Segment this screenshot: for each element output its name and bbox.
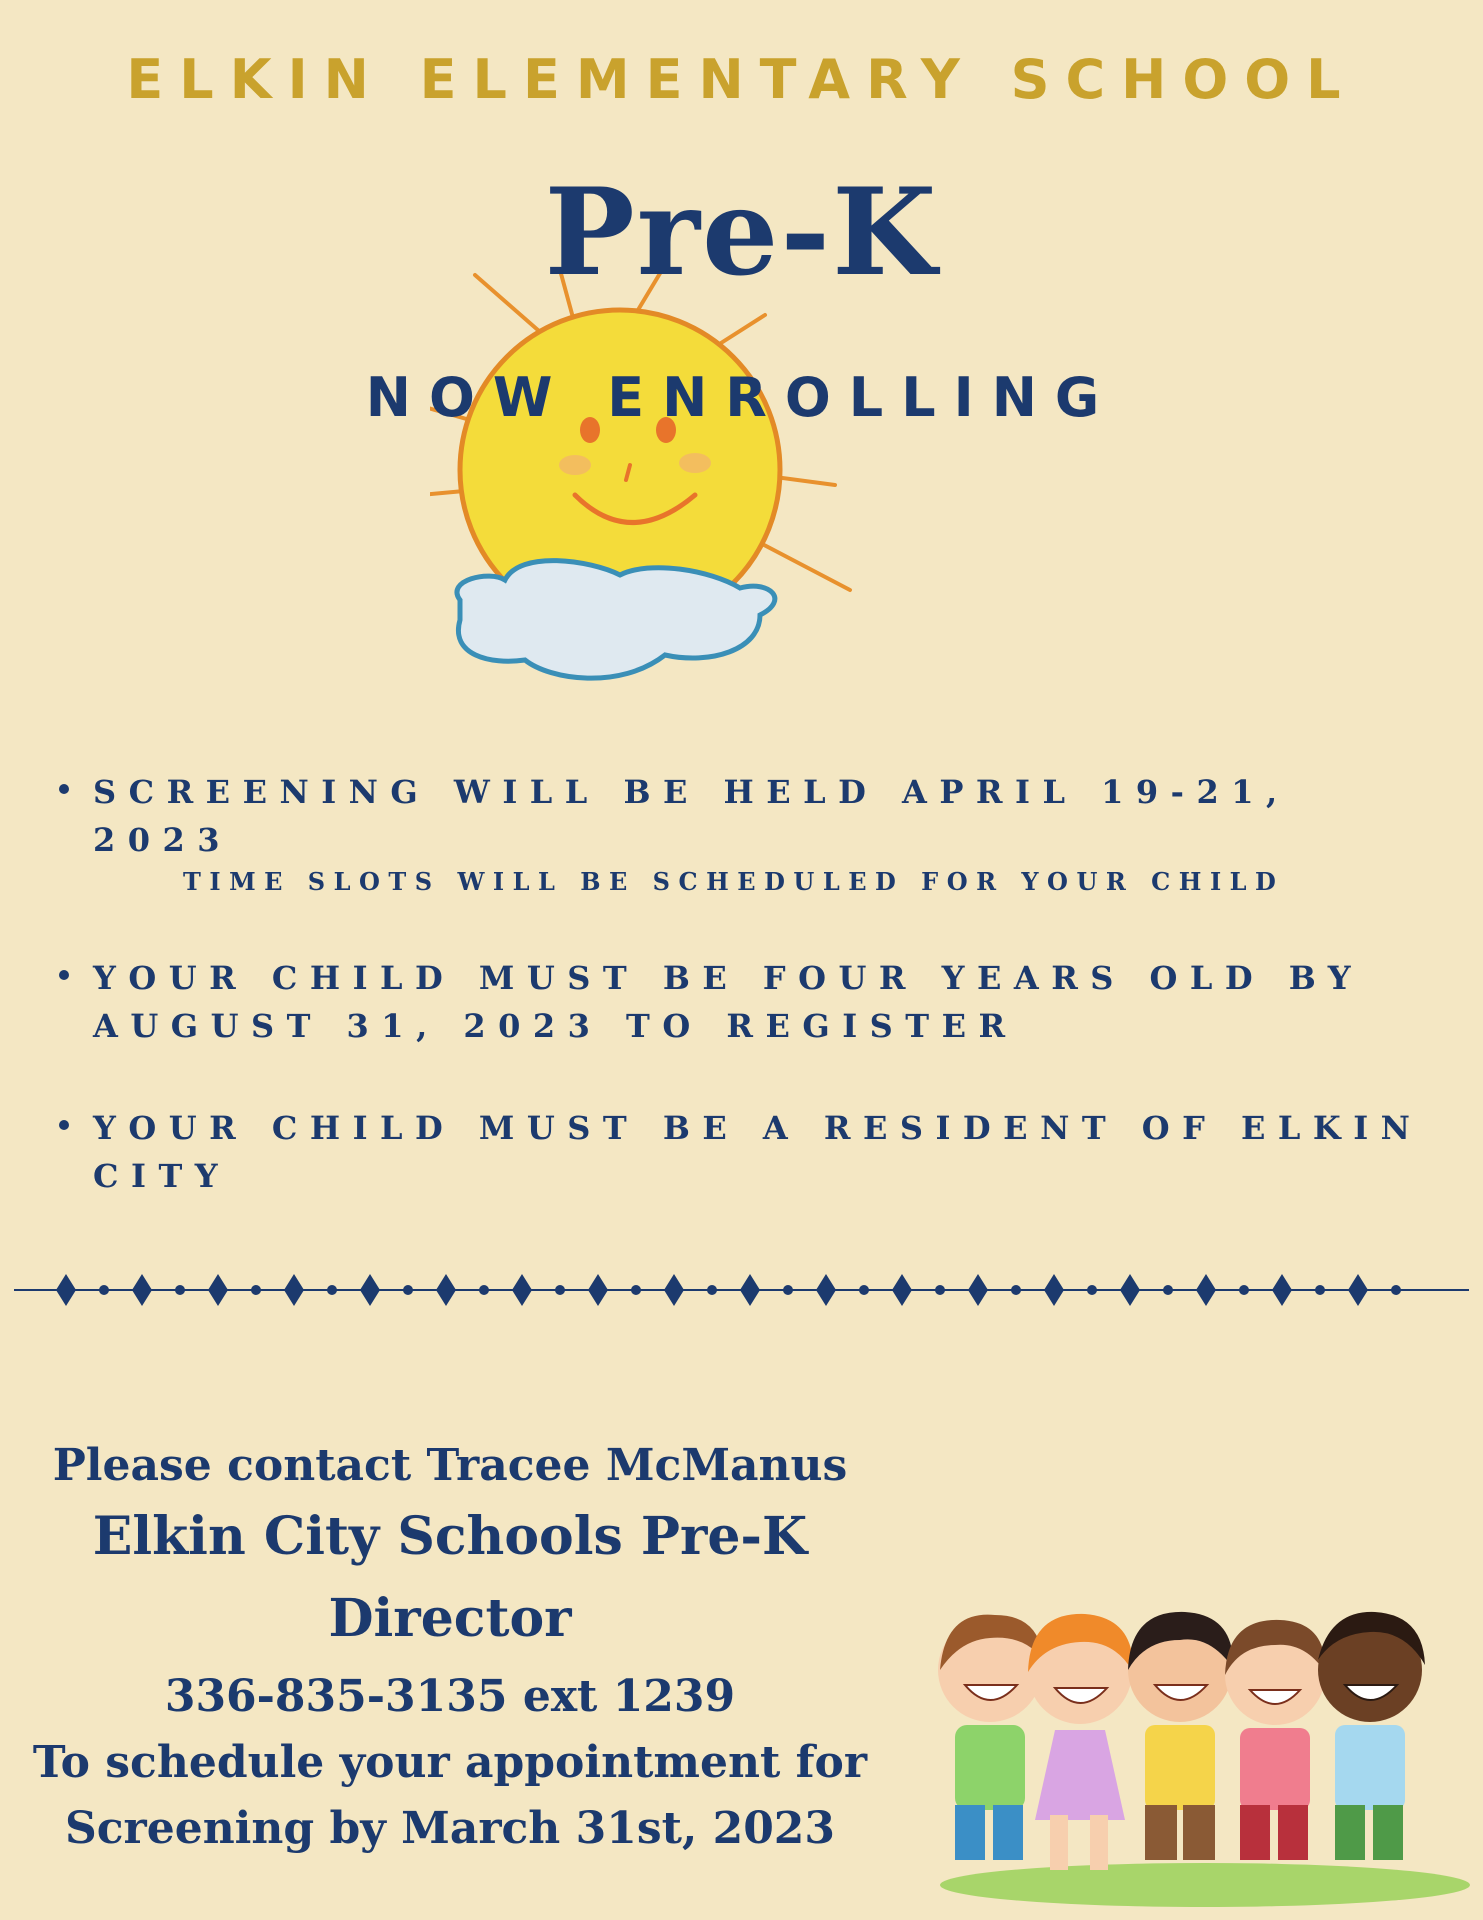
contact-deadline: Screening by March 31st, 2023 [64,1803,836,1854]
bullet-subtext: TIME SLOTS WILL BE SCHEDULED FOR YOUR CHILD [183,867,1285,896]
bullet-icon [59,1120,69,1130]
school-name: ELKIN ELEMENTARY SCHOOL [126,48,1357,111]
bullet-icon [59,970,69,980]
children-illustration [935,1600,1475,1910]
child-figure [1128,1612,1233,1860]
list-item [55,768,1435,900]
bullet-text: YOUR CHILD MUST BE A RESIDENT OF ELKIN CITY [93,1109,1423,1195]
bullet-icon [59,784,69,794]
list-item [55,1104,1435,1200]
contact-phone: 336-835-3135 ext 1239 [164,1671,736,1722]
sun-illustration [430,270,1030,710]
child-figure [1028,1614,1133,1870]
contact-block [15,1436,885,1862]
subtitle: NOW ENROLLING [365,366,1118,429]
diamond-divider [14,1270,1469,1310]
child-figure [938,1615,1043,1860]
child-figure [1318,1612,1425,1860]
contact-title: Elkin City Schools Pre-K [92,1506,808,1567]
contact-line: Please contact Tracee McManus [52,1440,848,1491]
page-title: Pre-K [544,162,939,303]
contact-title-cont: Director [328,1588,572,1649]
list-item [55,954,1435,1050]
contact-line: To schedule your appointment for [32,1737,868,1788]
bullet-text: SCREENING WILL BE HELD APRIL 19-21, 2023 [93,773,1290,859]
requirements-list [55,768,1435,1254]
bullet-text: YOUR CHILD MUST BE FOUR YEARS OLD BY AUGUST 31, 2023 TO REGISTER [93,959,1364,1045]
child-figure [1225,1620,1325,1860]
